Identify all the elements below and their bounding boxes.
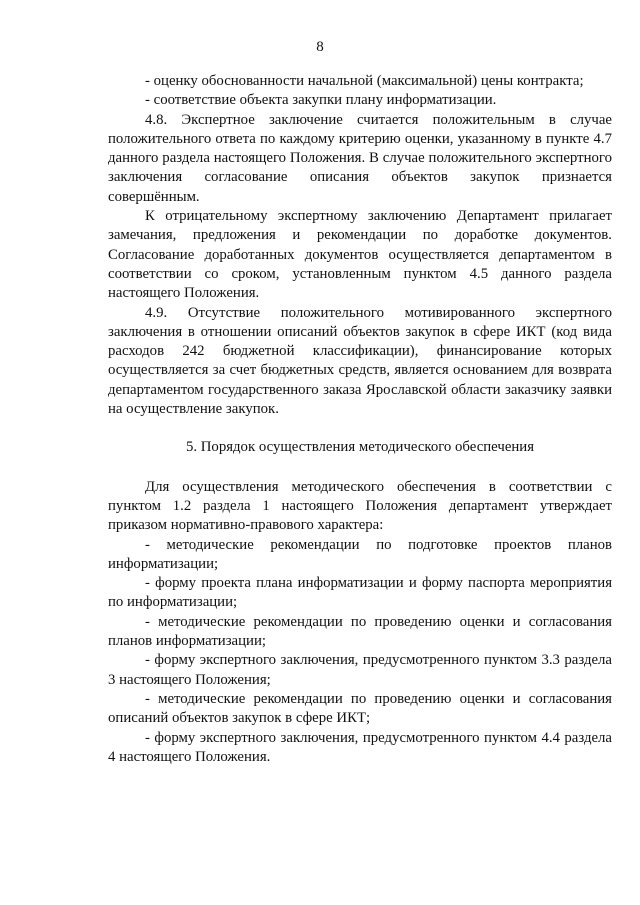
list-item-price-assessment: - оценку обоснованности начальной (максимальной) цены контракта;	[145, 73, 584, 89]
list-item-method-recommendations-evaluation: - методические рекомендации по проведению оценки и согласования планов информатизации;	[108, 613, 612, 650]
list-item-expert-form-4-4: - форму экспертного заключения, предусмотренного пунктом 4.4 раздела 4 настоящего Положения.	[108, 729, 612, 765]
paragraph-4-8: 4.8. Экспертное заключение считается положительным в случае положительного ответа по каждому критерию оценки, указанному в пункте 4.7 данного раздела настоящего Положения. В случае положительного экспертного заключения согласование описания объектов закупок признается совершённым.	[108, 111, 612, 205]
page-number: 8	[316, 39, 324, 55]
list-item-expert-form-3-3: - форму экспертного заключения, предусмотренного пунктом 3.3 раздела 3 настоящего Положения;	[108, 652, 612, 688]
list-item-method-recommendations-plans: - методические рекомендации по подготовке проектов планов информатизации;	[108, 536, 612, 572]
paragraph-section-5-intro: Для осуществления методического обеспечения в соответствии с пунктом 1.2 раздела 1 настоящего Положения департамент утверждает приказом нормативно-правового характера:	[108, 478, 612, 534]
list-item-method-recommendations-procurement: - методические рекомендации по проведению оценки и согласования описаний объектов закупок в сфере ИКТ;	[108, 690, 612, 727]
paragraph-4-9: 4.9. Отсутствие положительного мотивированного экспертного заключения в отношении описаний объектов закупок в сфере ИКТ (код вида расходов 242 бюджетной классификации), финансирование которых осуществляется за счет бюджетных средств, является основанием для возврата департаментом государственного заказа Ярославской области заказчику заявки на осуществление закупок.	[108, 304, 612, 418]
list-item-plan-compliance: - соответствие объекта закупки плану информатизации.	[145, 92, 497, 109]
paragraph-negative-conclusion: К отрицательному экспертному заключению Департамент прилагает замечания, предложения и рекомендации по доработке документов. Согласование доработанных документов осуществляется департаментом в соответствии со сроком, установленным пунктом 4.5 данного раздела настоящего Положения.	[108, 208, 612, 302]
section-heading-5: 5. Порядок осуществления методического обеспечения	[185, 439, 535, 456]
list-item-plan-form: - форму проекта плана информатизации и форму паспорта мероприятия по информатизации;	[108, 575, 612, 611]
document-body	[108, 72, 612, 767]
